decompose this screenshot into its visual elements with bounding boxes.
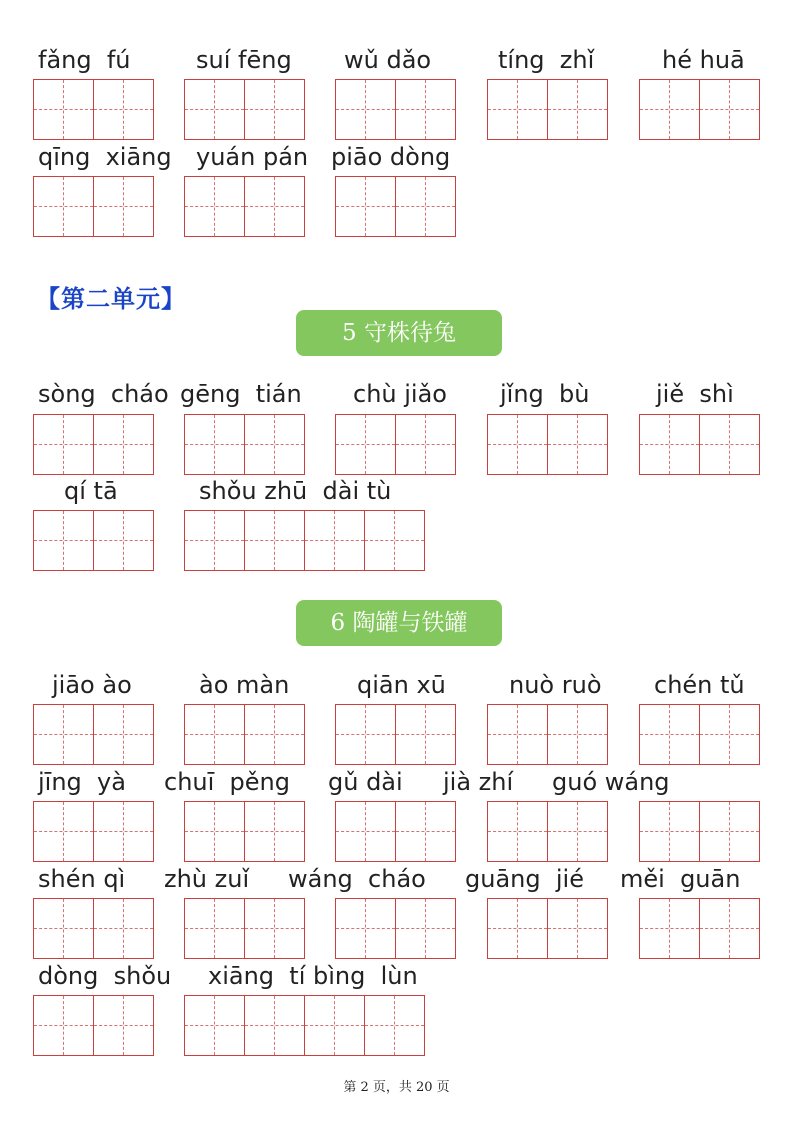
pinyin-label: guāng jié — [465, 865, 584, 893]
pinyin-label: měi guān — [620, 865, 741, 893]
pinyin-label: xiāng tí bìng lùn — [208, 962, 418, 990]
pinyin-label: ào màn — [199, 671, 290, 699]
pinyin-label: wǔ dǎo — [344, 46, 432, 74]
pinyin-label: chù jiǎo — [353, 380, 447, 408]
pinyin-label: sòng cháo — [38, 380, 169, 408]
pinyin-label: gēng tián — [180, 380, 302, 408]
pinyin-label: chuī pěng — [164, 768, 290, 796]
unit-heading: 【第二单元】 — [36, 284, 186, 313]
pinyin-label: jīng yà — [38, 768, 126, 796]
pinyin-label: qí tā — [64, 477, 118, 505]
pinyin-label: gǔ dài — [328, 768, 403, 796]
pinyin-label: wáng cháo — [288, 865, 426, 893]
pinyin-label: fǎng fú — [38, 46, 131, 74]
pinyin-label: dòng shǒu — [38, 962, 172, 990]
pinyin-label: jǐng bù — [500, 380, 590, 408]
pinyin-label: jiāo ào — [52, 671, 132, 699]
pinyin-label: nuò ruò — [509, 671, 602, 699]
pinyin-label: shǒu zhū dài tù — [199, 477, 392, 505]
pinyin-label: jià zhí — [443, 768, 514, 796]
pinyin-label: piāo dòng — [331, 143, 451, 171]
page-number: 第 2 页，共 20 页 — [343, 1080, 450, 1095]
pinyin-label: qiān xū — [357, 671, 446, 699]
pinyin-label: hé huā — [662, 46, 745, 74]
pinyin-label: yuán pán — [196, 143, 309, 171]
lesson-title-badge: 6 陶罐与铁罐 — [296, 600, 502, 646]
pinyin-label: chén tǔ — [654, 671, 745, 699]
pinyin-label: guó wáng — [552, 768, 670, 796]
pinyin-label: zhù zuǐ — [164, 865, 250, 893]
lesson-title-badge: 5 守株待兔 — [296, 310, 502, 356]
pinyin-label: jiě shì — [656, 380, 734, 408]
pinyin-label: shén qì — [38, 865, 126, 893]
pinyin-label: qīng xiāng — [38, 143, 172, 171]
pinyin-label: suí fēng — [196, 46, 292, 74]
pinyin-label: tíng zhǐ — [498, 46, 595, 74]
